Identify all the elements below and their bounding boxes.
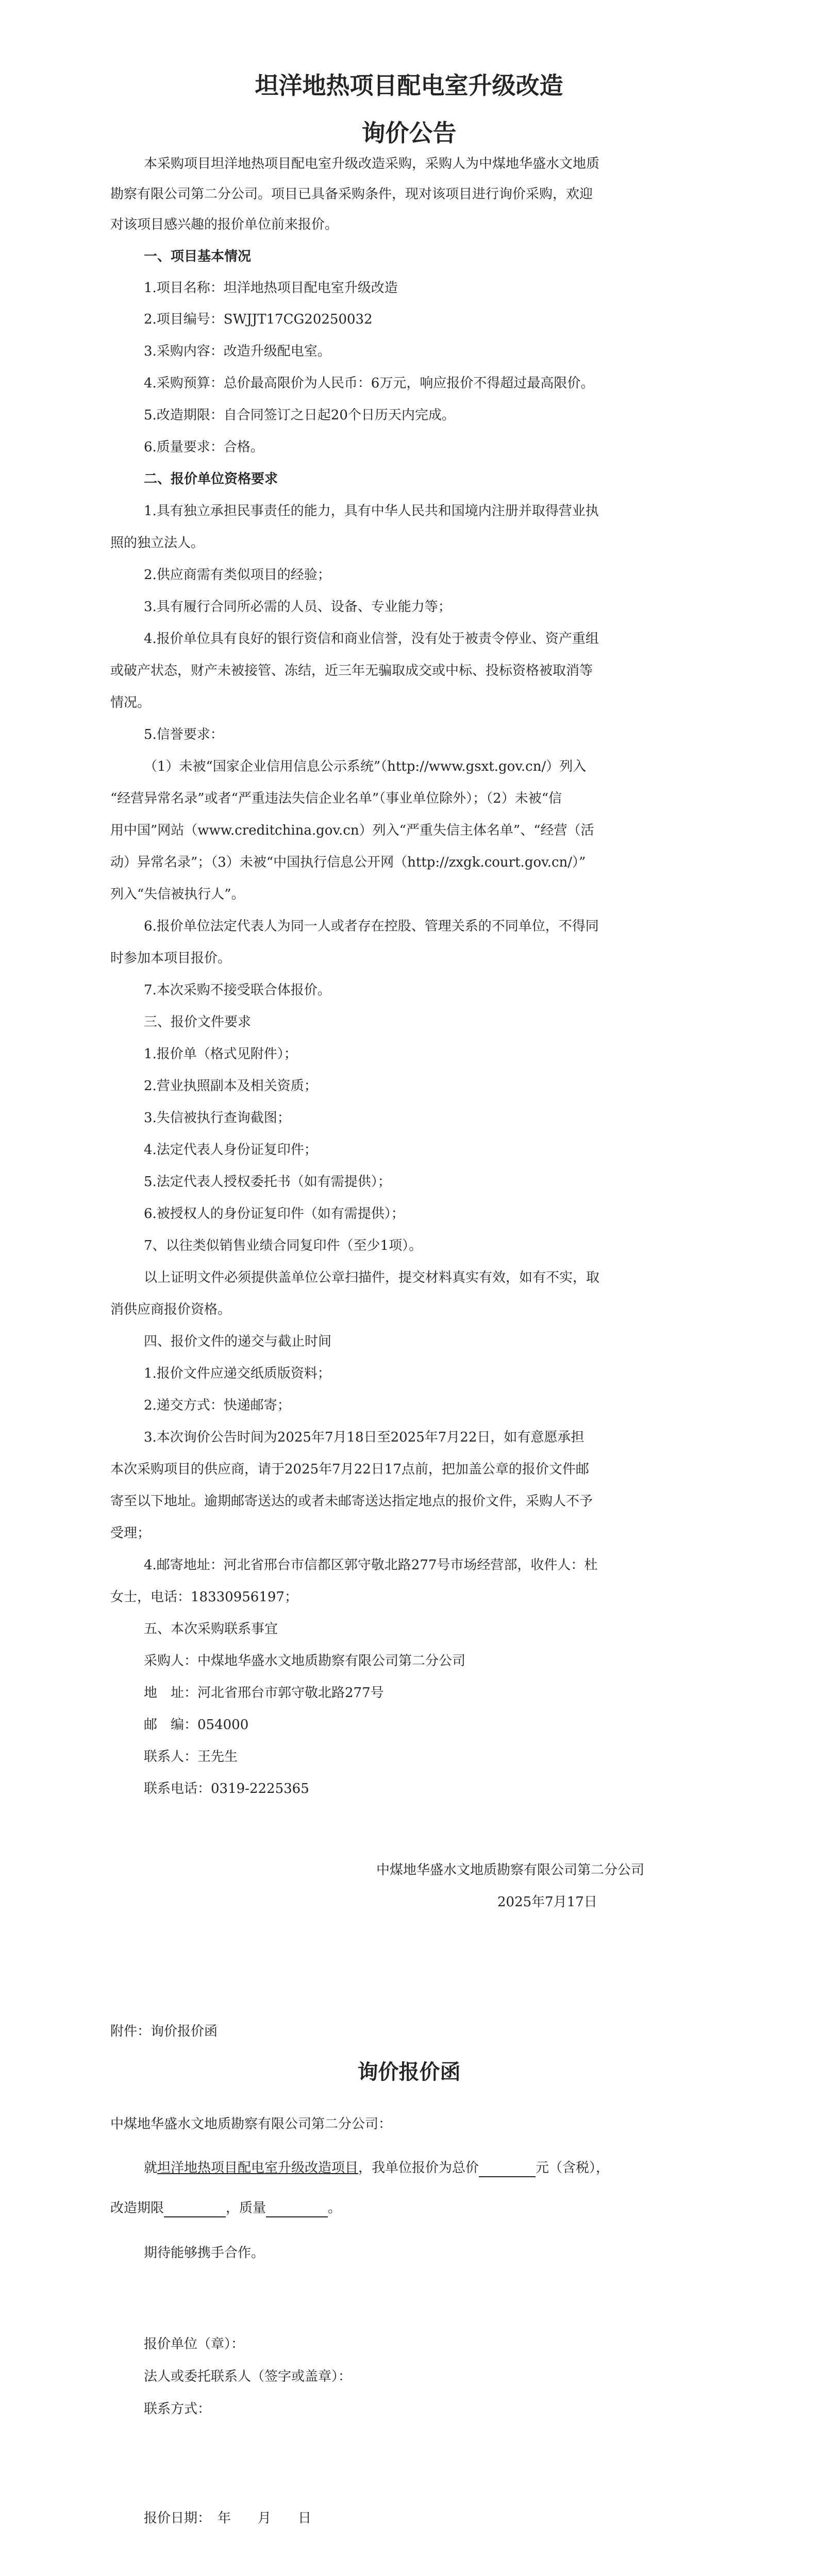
body-prefix: 就	[144, 2160, 158, 2176]
body-project-name: 坦洋地热项目配电室升级改造项目	[157, 2160, 359, 2176]
list-item: 4.法定代表人身份证复印件；	[144, 1142, 318, 1158]
period-blank[interactable]	[164, 2203, 226, 2217]
body-mid: ，我单位报价为总价	[358, 2160, 479, 2176]
list-item: 3.失信被执行查询截图；	[144, 1110, 291, 1126]
attachment-body-line	[144, 2159, 609, 2177]
price-blank[interactable]	[479, 2163, 536, 2177]
list-item: 7.本次采购不接受联合体报价。	[144, 982, 331, 998]
list-item: 7、以往类似销售业绩合同复印件（至少1项）。	[144, 1238, 423, 1253]
section-heading-contact: 五、本次采购联系事宜	[144, 1621, 278, 1637]
list-item: 本次采购项目的供应商，请于2025年7月22日17点前，把加盖公章的报价文件邮	[110, 1462, 589, 1477]
list-item: 5.信誉要求：	[144, 727, 224, 742]
list-item: 4.邮寄地址：河北省邢台市信都区郭守敬北路277号市场经营部，收件人：杜	[144, 1557, 598, 1573]
body-unit: 元（含税），	[536, 2160, 610, 2176]
list-item: 3.具有履行合同所必需的人员、设备、专业能力等；	[144, 599, 452, 615]
list-item: 2.项目编号：SWJJT17CG20250032	[144, 312, 373, 327]
list-item: 6.报价单位法定代表人为同一人或者存在控股、管理关系的不同单位，不得同	[144, 919, 599, 934]
paragraph-line: 消供应商报价资格。	[110, 1302, 231, 1317]
attachment-body-line	[110, 2199, 341, 2217]
intro-line: 勘察有限公司第二分公司。项目已具备采购条件，现对该项目进行询价采购，欢迎	[110, 187, 593, 202]
list-item: 或破产状态，财产未被接管、冻结，近三年无骗取成交或中标、投标资格被取消等	[110, 663, 593, 679]
list-item: 2.营业执照副本及相关资质；	[144, 1078, 318, 1094]
attachment-label: 附件：询价报价函	[110, 2024, 218, 2039]
list-item: 5.法定代表人授权委托书（如有需提供）；	[144, 1174, 391, 1190]
intro-line: 对该项目感兴趣的报价单位前来报价。	[110, 217, 339, 232]
document-title: 坦洋地热项目配电室升级改造	[255, 72, 563, 99]
list-item: 2.供应商需有类似项目的经验；	[144, 567, 331, 583]
contact-method-label: 联系方式：	[144, 2401, 211, 2417]
list-item: 受理；	[110, 1526, 151, 1541]
list-item: 情况。	[110, 695, 151, 710]
list-item: 6.质量要求：合格。	[144, 439, 264, 455]
list-item: 1.项目名称：坦洋地热项目配电室升级改造	[144, 280, 398, 296]
list-item: （1）未被“国家企业信用信息公示系统”（http://www.gsxt.gov.cn/）列入	[144, 759, 587, 774]
body-end: 。	[328, 2200, 342, 2216]
list-item: 寄至以下地址。逾期邮寄送达的或者未邮寄送达指定地点的报价文件，采购人不予	[110, 1494, 593, 1509]
list-item: 5.改造期限：自合同签订之日起20个日历天内完成。	[144, 408, 455, 423]
contact-person: 联系人：王先生	[144, 1749, 238, 1765]
contact-postcode: 邮 编：054000	[144, 1717, 249, 1733]
list-item: 1.具有独立承担民事责任的能力，具有中华人民共和国境内注册并取得营业执	[144, 503, 599, 519]
list-item: 动）异常名录”；（3）未被“中国执行信息公开网（http://zxgk.court.gov.cn/）”	[110, 855, 586, 870]
list-item: 照的独立法人。	[110, 535, 205, 551]
section-heading-basic-info: 一、项目基本情况	[144, 249, 252, 264]
list-item: 时参加本项目报价。	[110, 951, 231, 966]
contact-address: 地 址：河北省邢台市郭守敬北路277号	[144, 1685, 384, 1701]
section-heading-qualification: 二、报价单位资格要求	[144, 471, 278, 487]
list-item: 2.递交方式：快递邮寄；	[144, 1398, 291, 1413]
contact-buyer: 采购人：中煤地华盛水文地质勘察有限公司第二分公司	[144, 1653, 466, 1669]
attachment-title: 询价报价函	[357, 2060, 461, 2084]
list-item: 4.报价单位具有良好的银行资信和商业信誉，没有处于被责令停业、资产重组	[144, 631, 599, 647]
paragraph-line: 以上证明文件必须提供盖单位公章扫描件，提交材料真实有效，如有不实，取	[144, 1270, 600, 1285]
legal-rep-label: 法人或委托联系人（签字或盖章）：	[144, 2369, 352, 2384]
bid-date-label: 报价日期： 年 月 日	[144, 2511, 312, 2526]
signature-org: 中煤地华盛水文地质勘察有限公司第二分公司	[376, 1862, 645, 1878]
quality-blank[interactable]	[266, 2203, 328, 2217]
contact-phone: 联系电话：0319-2225365	[144, 1781, 309, 1797]
list-item: 6.被授权人的身份证复印件（如有需提供）；	[144, 1206, 405, 1222]
bidder-label: 报价单位（章）：	[144, 2336, 245, 2352]
list-item: 1.报价单（格式见附件）；	[144, 1046, 297, 1062]
list-item: 列入“失信被执行人”。	[110, 887, 245, 902]
list-item: 女士，电话：18330956197；	[110, 1589, 298, 1605]
section-heading-submission: 四、报价文件的递交与截止时间	[144, 1334, 332, 1349]
list-item: 用中国”网站（www.creditchina.gov.cn）列入“严重失信主体名单”、“经营（活	[110, 823, 594, 838]
list-item: 3.采购内容：改造升级配电室。	[144, 344, 331, 359]
list-item: “经营异常名录”或者“严重违法失信企业名单”（事业单位除外）；（2）未被“信	[110, 791, 562, 806]
body-quality-label: ，质量	[226, 2200, 266, 2216]
attachment-closing: 期待能够携手合作。	[144, 2245, 265, 2261]
document-subtitle: 询价公告	[361, 119, 457, 147]
list-item: 3.本次询价公告时间为2025年7月18日至2025年7月22日，如有意愿承担	[144, 1430, 585, 1445]
intro-line: 本采购项目坦洋地热项目配电室升级改造采购，采购人为中煤地华盛水文地质	[144, 156, 600, 172]
section-heading-documents: 三、报价文件要求	[144, 1014, 252, 1030]
list-item: 4.采购预算：总价最高限价为人民币：6万元，响应报价不得超过最高限价。	[144, 376, 594, 391]
list-item: 1.报价文件应递交纸质版资料；	[144, 1366, 331, 1381]
signature-date: 2025年7月17日	[497, 1894, 597, 1910]
attachment-recipient: 中煤地华盛水文地质勘察有限公司第二分公司：	[110, 2116, 392, 2132]
body-period-label: 改造期限	[110, 2200, 164, 2216]
